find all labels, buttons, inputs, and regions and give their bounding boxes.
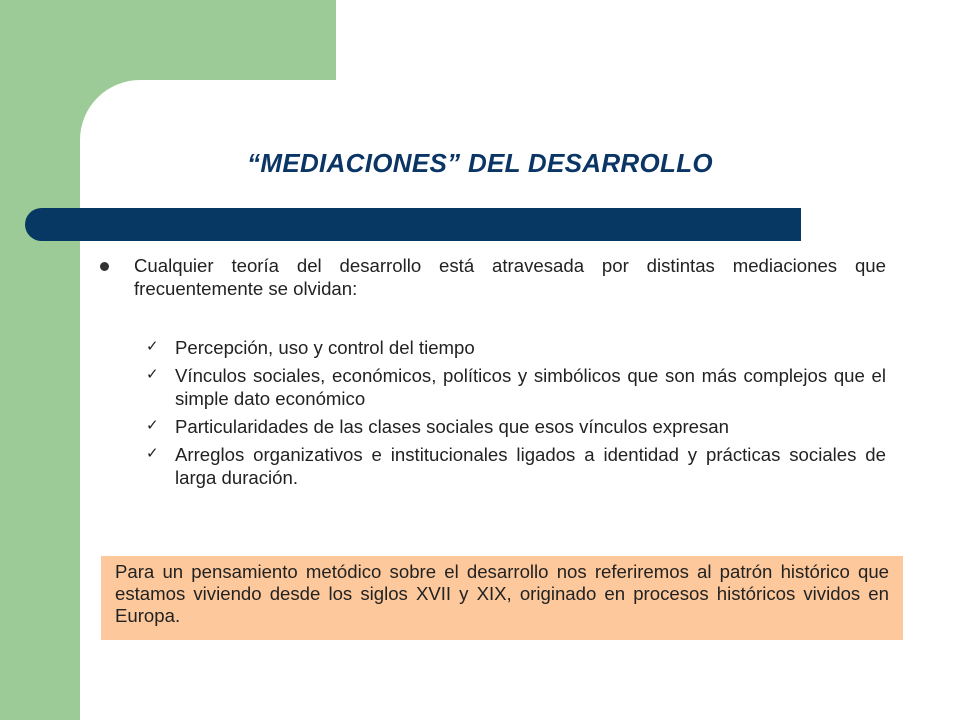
list-item-text: Vínculos sociales, económicos, políticos y simbólicos que son más complejos que el simple dato económico xyxy=(175,365,886,409)
slide-title: “MEDIACIONES” DEL DESARROLLO xyxy=(247,148,713,178)
sub-bullet-list xyxy=(146,336,886,494)
bullet-dot-icon xyxy=(100,262,109,271)
checkmark-icon: ✓ xyxy=(146,365,159,383)
list-item xyxy=(146,443,886,489)
list-item-text: Arreglos organizativos e institucionales ligados a identidad y prácticas sociales de larga duración. xyxy=(175,444,886,488)
list-item xyxy=(146,415,886,438)
checkmark-icon: ✓ xyxy=(146,337,159,355)
main-bullet-text: Cualquier teoría del desarrollo está atravesada por distintas mediaciones que frecuentemente se olvidan: xyxy=(134,255,886,299)
note-box xyxy=(101,556,903,640)
checkmark-icon: ✓ xyxy=(146,444,159,462)
title-underline-bar xyxy=(25,208,801,241)
list-item xyxy=(146,336,886,359)
note-text: Para un pensamiento metódico sobre el desarrollo nos referiremos al patrón histórico que estamos viviendo desde los siglos XVII y XIX, originado en procesos históricos vividos en Europa. xyxy=(115,561,889,626)
checkmark-icon: ✓ xyxy=(146,416,159,434)
list-item-text: Particularidades de las clases sociales que esos vínculos expresan xyxy=(175,416,729,437)
main-bullet xyxy=(100,254,886,300)
list-item-text: Percepción, uso y control del tiempo xyxy=(175,337,475,358)
list-item xyxy=(146,364,886,410)
